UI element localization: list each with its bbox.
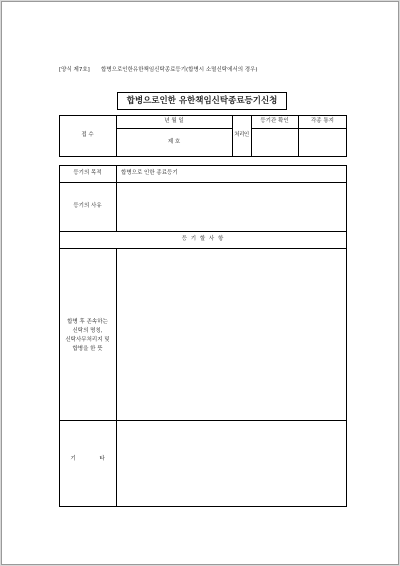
receipt-date-label: 년 월 일 [164,118,184,124]
divider [116,128,232,129]
merger-detail-label: 합병 후 존속하는 신탁의 명칭, 신탁사무처리지 및 합병을 한 뜻 [65,319,110,352]
receipt-number-label: 제 호 [167,139,181,145]
divider [59,248,347,249]
other-label: 기 타 [70,456,105,462]
divider [59,231,347,232]
purpose-value: 합병으로 인한 종료등기 [121,170,178,176]
reason-label: 등기의 사유 [73,203,102,209]
receipt-label: 접 수 [81,132,94,138]
purpose-label: 등기의 목적 [73,170,102,176]
form-subtitle: 합병으로인한유한책임신탁종료등기(합병시 소멸신탁에서의 경우) [101,67,258,73]
notice-label: 각종 통지 [310,118,334,124]
divider [59,420,347,421]
processor-label: 처리인 [234,132,249,138]
divider [251,128,347,129]
form-number: [양식 제7호] [59,67,90,73]
divider [116,165,117,231]
document-page [1,1,399,565]
registrar-check-label: 등기관 확인 [260,118,289,124]
title-box [117,92,287,110]
divider [116,248,117,507]
page-title: 합병으로인한 유한책임신탁종료등기신청 [126,96,278,106]
divider [59,182,347,183]
matters-header: 등 기 할 사 항 [181,236,225,242]
